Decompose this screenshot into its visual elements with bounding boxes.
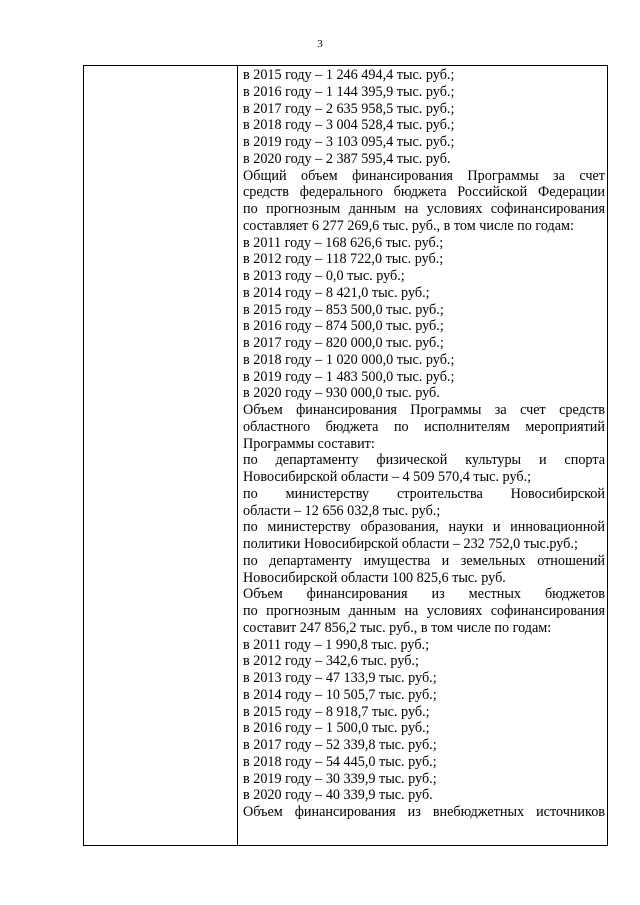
- text-line: в 2018 году – 54 445,0 тыс. руб.;: [243, 753, 437, 770]
- text-line: областного бюджета по исполнителям мероприятий: [243, 418, 605, 435]
- text-line: по министерству образования, науки и инновационной: [243, 519, 605, 536]
- page-number: 3: [317, 38, 323, 50]
- text-line: Новосибирской области 100 825,6 тыс. руб.: [243, 569, 506, 586]
- text-line: в 2020 году – 2 387 595,4 тыс. руб.: [243, 150, 451, 167]
- text-line: в 2015 году – 1 246 494,4 тыс. руб.;: [243, 67, 455, 83]
- text-line: в 2019 году – 30 339,9 тыс. руб.;: [243, 770, 437, 787]
- text-line: в 2013 году – 0,0 тыс. руб.;: [243, 268, 405, 284]
- text-line: Объем финансирования из внебюджетных источников: [243, 804, 605, 820]
- text-line: средств федерального бюджета Российской Федерации: [243, 184, 605, 201]
- passport-table: [83, 65, 608, 846]
- text-line: в 2012 году – 118 722,0 тыс. руб.;: [243, 251, 444, 268]
- text-line: Общий объем финансирования Программы за счет: [243, 167, 605, 184]
- text-line: в 2019 году – 1 483 500,0 тыс. руб.;: [243, 368, 455, 385]
- text-line: составляет 6 277 269,6 тыс. руб., в том числе по годам:: [243, 217, 574, 234]
- column-divider: [237, 66, 238, 845]
- text-line: в 2018 году – 3 004 528,4 тыс. руб.;: [243, 117, 455, 134]
- text-line: в 2013 году – 47 133,9 тыс. руб.;: [243, 670, 437, 686]
- text-line: в 2017 году – 52 339,8 тыс. руб.;: [243, 737, 437, 753]
- text-line: по прогнозным данным на условиях софинансирования: [243, 201, 605, 217]
- text-line: в 2016 году – 1 500,0 тыс. руб.;: [243, 720, 430, 737]
- text-line: в 2012 году – 342,6 тыс. руб.;: [243, 653, 419, 670]
- financing-text-cell: [243, 67, 605, 821]
- text-line: по прогнозным данным на условиях софинансирования: [243, 603, 605, 619]
- text-line: в 2014 году – 8 421,0 тыс. руб.;: [243, 284, 430, 301]
- text-line: в 2011 году – 168 626,6 тыс. руб.;: [243, 234, 444, 251]
- text-line: по министерству строительства Новосибирской: [243, 485, 605, 502]
- text-line: политики Новосибирской области – 232 752,0 тыс.руб.;: [243, 536, 578, 552]
- text-line: в 2018 году – 1 020 000,0 тыс. руб.;: [243, 351, 455, 368]
- text-line: в 2017 году – 2 635 958,5 тыс. руб.;: [243, 100, 455, 117]
- text-line: в 2020 году – 40 339,9 тыс. руб.: [243, 787, 433, 804]
- text-line: в 2015 году – 853 500,0 тыс. руб.;: [243, 301, 444, 318]
- text-line: по департаменту физической культуры и спорта: [243, 452, 605, 469]
- text-line: в 2015 году – 8 918,7 тыс. руб.;: [243, 703, 430, 720]
- text-line: в 2020 году – 930 000,0 тыс. руб.: [243, 385, 440, 402]
- text-line: в 2011 году – 1 990,8 тыс. руб.;: [243, 636, 430, 653]
- text-line: Объем финансирования Программы за счет средств: [243, 402, 605, 418]
- text-line: Объем финансирования из местных бюджетов: [243, 586, 605, 603]
- text-line: в 2019 году – 3 103 095,4 тыс. руб.;: [243, 134, 455, 150]
- text-line: в 2016 году – 1 144 395,9 тыс. руб.;: [243, 83, 455, 100]
- text-line: области – 12 656 032,8 тыс. руб.;: [243, 502, 441, 519]
- text-line: по департаменту имущества и земельных отношений: [243, 552, 605, 569]
- text-line: Новосибирской области – 4 509 570,4 тыс. руб.;: [243, 469, 532, 485]
- text-line: в 2017 году – 820 000,0 тыс. руб.;: [243, 335, 444, 351]
- text-line: составит 247 856,2 тыс. руб., в том числе по годам:: [243, 619, 552, 636]
- text-line: в 2014 году – 10 505,7 тыс. руб.;: [243, 686, 437, 703]
- text-line: Программы составит:: [243, 435, 375, 452]
- text-line: в 2016 году – 874 500,0 тыс. руб.;: [243, 318, 444, 335]
